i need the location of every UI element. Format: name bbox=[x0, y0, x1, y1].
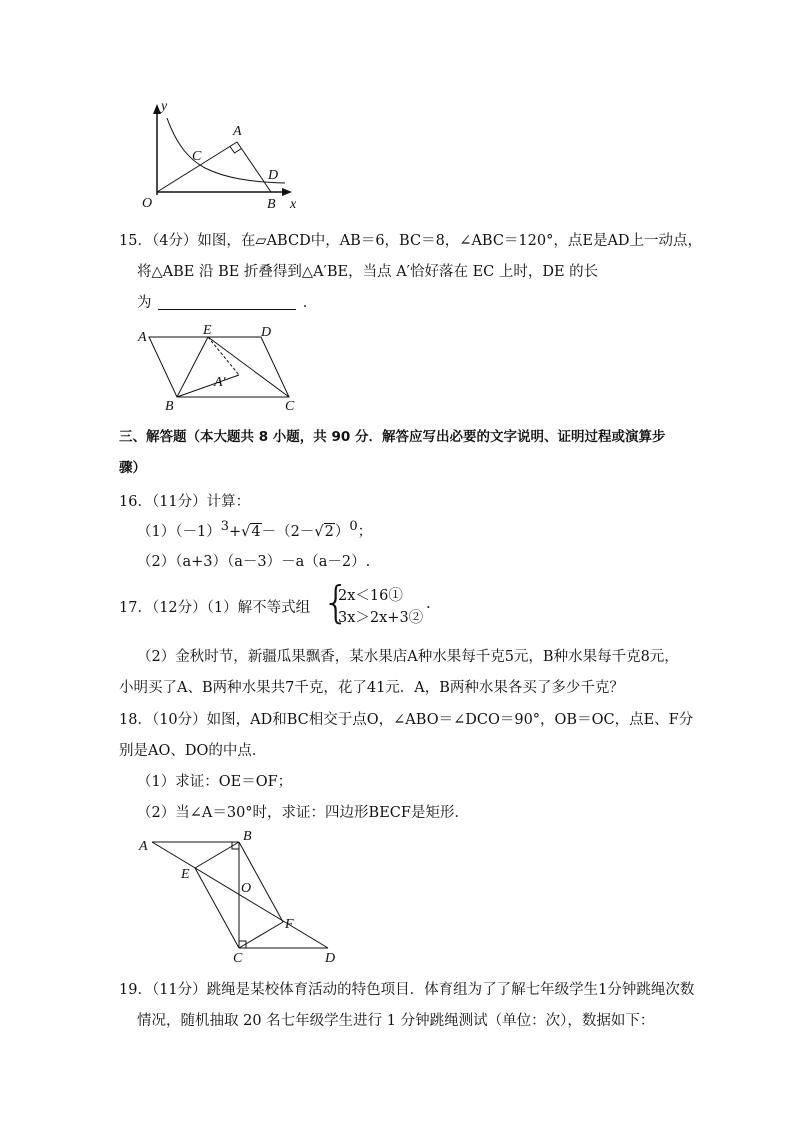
x-axis-arrow bbox=[282, 188, 292, 196]
q17-system-line1: 2x＜16① bbox=[338, 588, 403, 604]
segment-EC bbox=[195, 868, 239, 948]
label-C: C bbox=[192, 149, 202, 164]
label-E: E bbox=[181, 867, 190, 882]
label-O: O bbox=[142, 196, 153, 211]
label-x: x bbox=[290, 197, 297, 212]
label-F: F bbox=[285, 917, 294, 932]
q16-p1-c: －（2－ bbox=[261, 523, 315, 540]
q16-p1-rad2: 2 bbox=[324, 523, 334, 540]
q17-title: 17．（12分）（1）解不等式组 bbox=[119, 600, 311, 616]
segment-AB bbox=[237, 142, 271, 192]
y-axis-arrow bbox=[153, 104, 161, 114]
label-C: C bbox=[233, 951, 243, 964]
label-B: B bbox=[165, 399, 174, 414]
q16-p1-exp: 3 bbox=[220, 519, 229, 534]
section3-heading-line1: 三、解答题（本大题共 8 小题，共 90 分．解答应写出必要的文字说明、证明过程或演算步 bbox=[119, 429, 666, 445]
q17-part2-line2: 小明买了A、B两种水果共7千克，花了41元．A，B两种水果各买了多少千克？ bbox=[119, 680, 624, 696]
q19-line1: 19．（11分）跳绳是某校体育活动的特色项目．体育组为了了解七年级学生1分钟跳绳次数 bbox=[119, 982, 695, 998]
label-C: C bbox=[285, 399, 295, 414]
right-angle-mark bbox=[230, 147, 242, 154]
q16-p1-d: ） bbox=[334, 523, 350, 540]
q15-line2: 将△ABE 沿 BE 折叠得到△A′BE，当点 A′恰好落在 EC 上时，DE 的长 bbox=[137, 264, 599, 280]
q15-line3-prefix: 为 bbox=[137, 295, 152, 311]
q18-part1: （1）求证：OE＝OF； bbox=[137, 774, 293, 790]
q17-brace: { bbox=[322, 577, 350, 628]
label-B: B bbox=[267, 197, 276, 212]
q15-line1: 15．（4分）如图，在▱ABCD中，AB＝6，BC＝8，∠ABC＝120°，点E是AD上一动点， bbox=[119, 233, 703, 249]
label-A-prime: A′ bbox=[214, 375, 226, 390]
figure-q14 bbox=[135, 98, 310, 213]
q16-title: 16．（11分）计算： bbox=[119, 494, 251, 510]
label-E: E bbox=[203, 323, 212, 338]
q16-p1-rad1: 4 bbox=[251, 523, 261, 540]
figure-q18 bbox=[135, 826, 345, 964]
label-A: A bbox=[233, 124, 242, 139]
q18-part2: （2）当∠A＝30°时，求证：四边形BECF是矩形． bbox=[137, 805, 469, 821]
q19-line2: 情况，随机抽取 20 名七年级学生进行 1 分钟跳绳测试（单位：次），数据如下： bbox=[137, 1013, 655, 1029]
figure-q15 bbox=[135, 322, 305, 414]
q16-part2: （2）（a+3）（a－3）－a（a－2）. bbox=[137, 554, 371, 570]
label-O: O bbox=[241, 881, 252, 896]
label-D: D bbox=[261, 325, 272, 340]
answer-blank[interactable] bbox=[158, 295, 296, 310]
q18-line2: 别是AO、DO的中点． bbox=[119, 743, 267, 759]
label-y: y bbox=[161, 99, 168, 114]
label-A: A bbox=[139, 839, 148, 854]
label-A: A bbox=[138, 330, 147, 345]
q17-system-line2: 3x＞2x+3② bbox=[338, 610, 424, 626]
q16-p1-e: ； bbox=[357, 523, 373, 540]
q15-line3 bbox=[137, 291, 317, 312]
segment-AD bbox=[152, 842, 328, 948]
label-D: D bbox=[268, 168, 279, 183]
q16-p1-b: + bbox=[228, 523, 242, 540]
q16-part1: $(1)(-1)^3+√4-(2-√2)^0$； bbox=[137, 519, 373, 540]
section3-heading-line2: 骤） bbox=[119, 460, 146, 476]
q17-end: . bbox=[426, 596, 431, 612]
q16-p1-a: （1）（－1） bbox=[137, 523, 221, 540]
q15-line3-suffix: ． bbox=[302, 295, 318, 311]
label-B: B bbox=[243, 829, 252, 844]
q16-p1-exp0: 0 bbox=[349, 519, 358, 534]
q17-part2-line1: （2）金秋时节，新疆瓜果飘香，某水果店A种水果每千克5元，B种水果每千克8元， bbox=[137, 649, 679, 665]
q18-line1: 18．（10分）如图，AD和BC相交于点O，∠ABO＝∠DCO＝90°，OB＝OC，点E、F分 bbox=[119, 712, 694, 728]
label-D: D bbox=[325, 951, 336, 964]
